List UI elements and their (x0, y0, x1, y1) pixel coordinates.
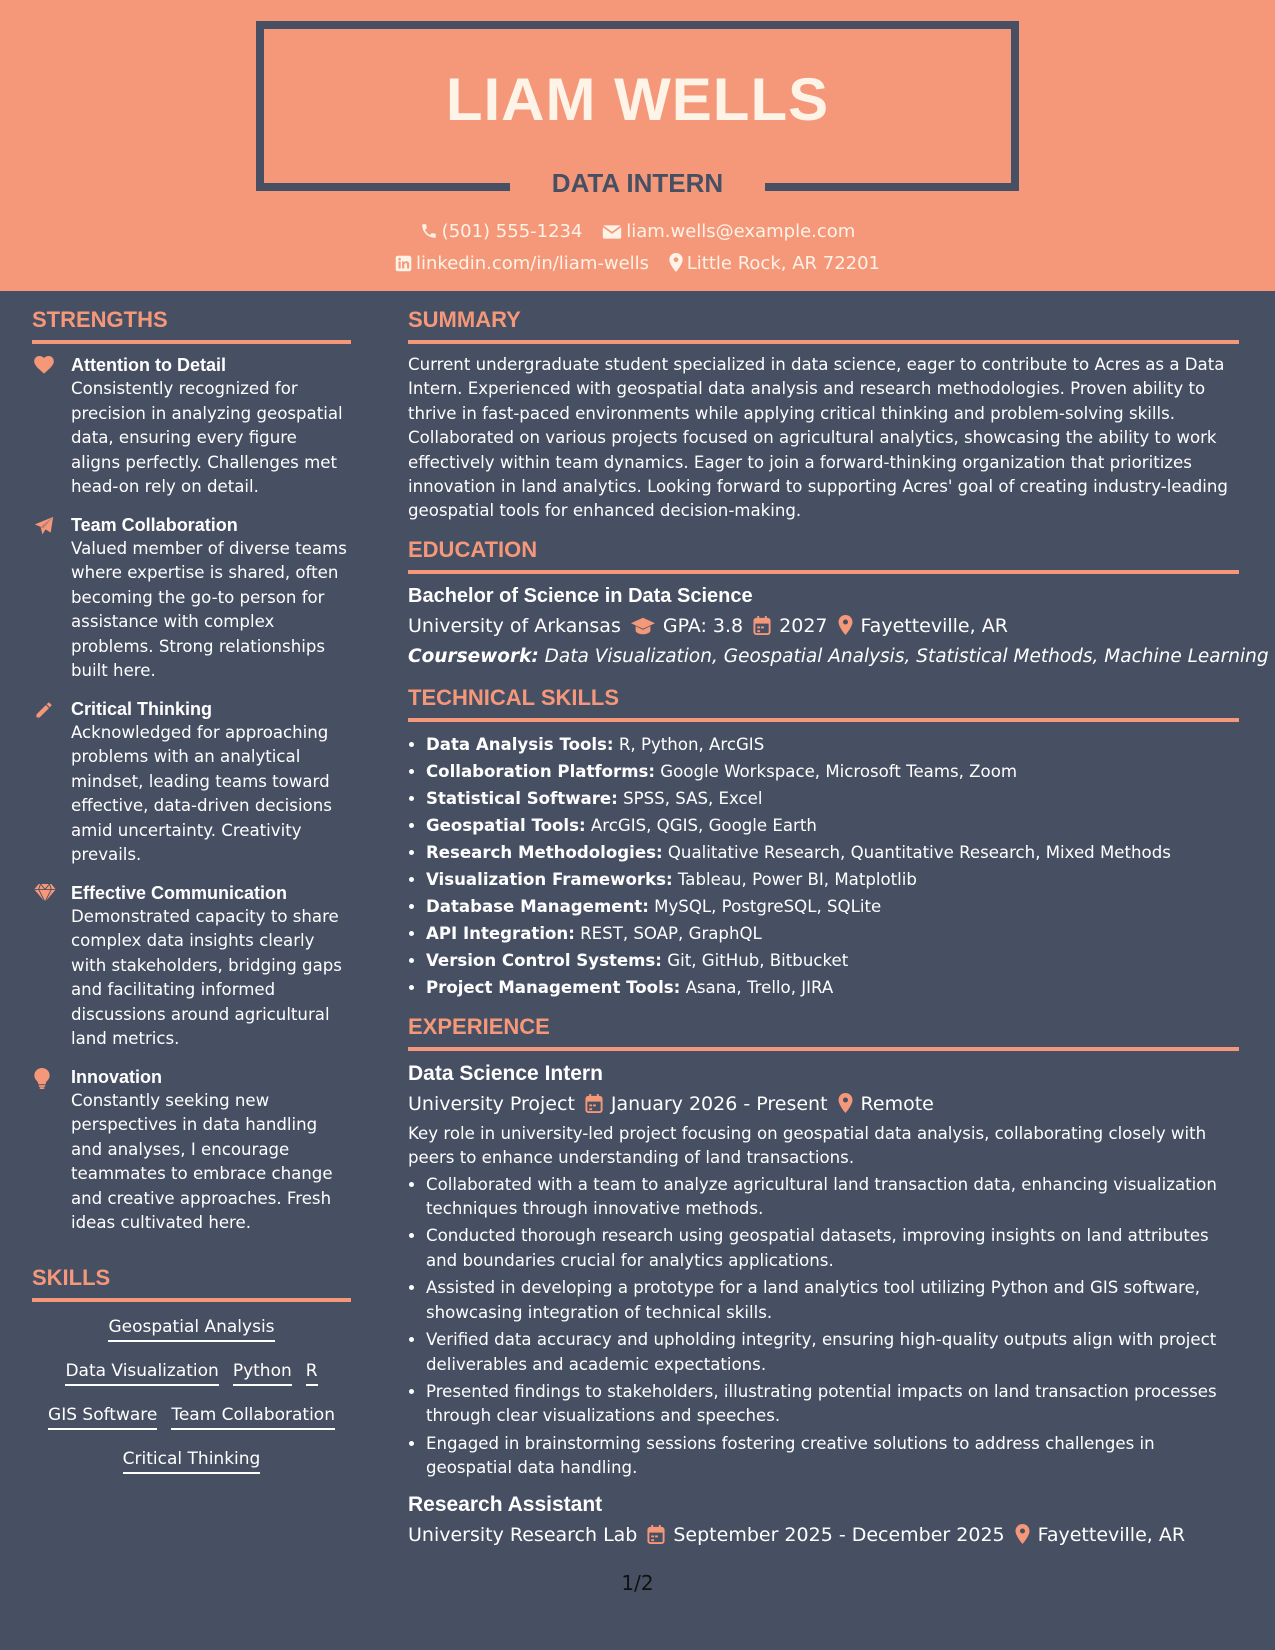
school-name: University of Arkansas (408, 614, 621, 637)
left-column (32, 306, 351, 1491)
tech-skill-value: Tableau, Power BI, Matplotlib (677, 869, 917, 889)
tech-skill-label: Collaboration Platforms: (426, 761, 656, 781)
coursework-label: Coursework: (408, 645, 539, 667)
tech-skill-label: Geospatial Tools: (426, 815, 586, 835)
tech-skill-value: MySQL, PostgreSQL, SQLite (654, 896, 882, 916)
job-meta (408, 1519, 1239, 1551)
job-meta (408, 1088, 1239, 1120)
strength-text: Valued member of diverse teams where expertise is shared, often becoming the go-to person for assistance with complex problems. Strong relationships built here. (71, 538, 347, 680)
strength-item (32, 353, 351, 500)
tech-skill-value: Qualitative Research, Quantitative Research, Mixed Methods (667, 842, 1171, 862)
tech-skill-label: Research Methodologies: (426, 842, 663, 862)
strength-item (32, 513, 351, 684)
coursework-list: Data Visualization, Geospatial Analysis, Statistical Methods, Machine Learning (544, 645, 1269, 667)
job-description: Key role in university-led project focusing on geospatial data analysis, collaborating closely with peers to enhance understanding of land transactions. (408, 1123, 1207, 1168)
linkedin-icon (395, 255, 412, 272)
list-item (426, 947, 1239, 974)
tech-skill-label: Project Management Tools: (426, 977, 681, 997)
location-text: Little Rock, AR 72201 (686, 253, 880, 274)
calendar-icon (647, 1525, 665, 1544)
phone-text: (501) 555-1234 (441, 221, 583, 242)
list-item (426, 731, 1239, 758)
strength-item (32, 881, 351, 1052)
education-meta (408, 610, 1239, 642)
tech-skill-value: Google Workspace, Microsoft Teams, Zoom (660, 761, 1018, 781)
strength-title: Team Collaboration (71, 514, 238, 535)
map-pin-icon (838, 1093, 853, 1113)
list-item: • Collaborated with a team to analyze agricultural land transaction data, enhancing visualization techniques through innovative methods. (426, 1173, 1239, 1222)
technical-skills-heading: TECHNICAL SKILLS (408, 684, 1239, 722)
job-dates: January 2026 - Present (610, 1092, 828, 1115)
technical-skills-list (408, 731, 1239, 1001)
list-item (426, 866, 1239, 893)
job-location: Fayetteville, AR (1037, 1523, 1186, 1546)
page-number: 1/2 (621, 1571, 654, 1595)
skill-tag: GIS Software (48, 1403, 157, 1430)
right-column (408, 306, 1269, 1551)
email-text: liam.wells@example.com (626, 221, 856, 242)
graduation-cap-icon (631, 617, 655, 635)
tech-skill-label: Visualization Frameworks: (426, 869, 673, 889)
linkedin-contact[interactable] (395, 253, 649, 274)
tech-skill-value: Git, GitHub, Bitbucket (667, 950, 849, 970)
list-item (426, 974, 1239, 1001)
skill-row (32, 1403, 351, 1430)
graduation-year: 2027 (779, 614, 828, 637)
tech-skill-value: ArcGIS, QGIS, Google Earth (590, 815, 817, 835)
pencil-icon (34, 700, 54, 724)
skill-tag: Geospatial Analysis (108, 1315, 274, 1342)
skills-heading: SKILLS (32, 1264, 351, 1302)
heart-icon (34, 356, 54, 378)
skill-tag: Python (233, 1359, 292, 1386)
strength-item (32, 1065, 351, 1236)
tech-skill-label: Statistical Software: (426, 788, 618, 808)
skill-row (32, 1447, 351, 1474)
skill-tag: Data Visualization (65, 1359, 218, 1386)
strength-title: Critical Thinking (71, 698, 213, 719)
education-location: Fayetteville, AR (860, 614, 1008, 637)
list-item: • Assisted in developing a prototype for a land analytics tool utilizing Python and GIS software, showcasing integration of technical skills. (426, 1276, 1239, 1325)
list-item: • Conducted thorough research using geospatial datasets, improving insights on land attributes and boundaries crucial for analytics applications. (426, 1224, 1239, 1273)
phone-icon (420, 222, 438, 240)
summary-text: Current undergraduate student specialized in data science, eager to contribute to Acres as a Data Intern. Experienced with geospatial data analysis and research methodologies. Proven ability to thrive in fast-paced environments while applying critical thinking and problem-solving skills. Collaborated on various projects focused on agricultural analytics, showcasing the ability to work effectively within team dynamics. Eager to join a forward-thinking organization that prioritizes innovation in land analytics. Looking forward to supporting Acres' goal of creating industry-leading geospatial tools for enhanced decision-making. (408, 355, 1228, 521)
skill-row (32, 1359, 351, 1386)
skill-tag: R (306, 1359, 318, 1386)
strength-item (32, 697, 351, 868)
contact-line-1 (0, 220, 1275, 244)
map-pin-icon (669, 253, 683, 272)
strength-text: Constantly seeking new perspectives in data handling and analyses, I encourage teammates to embrace change and creative approaches. Fresh ideas cultivated here. (71, 1090, 333, 1232)
experience-heading: EXPERIENCE (408, 1013, 1239, 1051)
job-org: University Research Lab (408, 1523, 638, 1546)
lightbulb-icon (34, 1068, 50, 1093)
strength-text: Consistently recognized for precision in analyzing geospatial data, ensuring every figure aligns perfectly. Challenges met head-on rely on detail. (71, 379, 343, 496)
map-pin-icon (838, 615, 853, 635)
skill-row (32, 1315, 351, 1342)
tech-skill-label: Version Control Systems: (426, 950, 662, 970)
strength-title: Attention to Detail (71, 355, 226, 375)
tech-skill-value: Asana, Trello, JIRA (685, 977, 834, 997)
job-location: Remote (860, 1092, 934, 1115)
tech-skill-label: Database Management: (426, 896, 649, 916)
tech-skill-value: SPSS, SAS, Excel (623, 788, 763, 808)
tech-skill-value: REST, SOAP, GraphQL (580, 923, 762, 943)
strength-title: Effective Communication (71, 882, 288, 903)
list-item (426, 758, 1239, 785)
gem-icon (34, 884, 56, 906)
email-contact[interactable] (602, 221, 855, 242)
job-org: University Project (408, 1092, 575, 1115)
strength-text: Demonstrated capacity to share complex data insights clearly with stakeholders, bridging gaps and facilitating informed discussions around agricultural land metrics. (71, 906, 342, 1048)
education-heading: EDUCATION (408, 536, 1239, 574)
tech-skill-label: API Integration: (426, 923, 575, 943)
summary-heading: SUMMARY (408, 306, 1239, 344)
list-item (426, 785, 1239, 812)
tech-skill-label: Data Analysis Tools: (426, 734, 614, 754)
map-pin-icon (1015, 1524, 1030, 1544)
skill-tag: Team Collaboration (171, 1403, 335, 1430)
calendar-icon (753, 616, 771, 635)
contact-line-2 (0, 252, 1275, 276)
strength-title: Innovation (71, 1066, 162, 1087)
list-item (426, 839, 1239, 866)
phone-contact[interactable] (420, 221, 583, 242)
list-item: • Verified data accuracy and upholding integrity, ensuring high-quality outputs align with project deliverables and academic expectations. (426, 1328, 1239, 1377)
coursework-line (408, 642, 1269, 672)
skill-tag: Critical Thinking (123, 1447, 261, 1474)
job-role: Data Science Intern (408, 1061, 603, 1085)
candidate-name: LIAM WELLS (445, 66, 830, 133)
calendar-icon (585, 1094, 603, 1113)
tech-skill-value: R, Python, ArcGIS (618, 734, 765, 754)
skills-tags (32, 1311, 351, 1474)
strength-text: Acknowledged for approaching problems with an analytical mindset, leading teams toward effective, data-driven decisions amid uncertainty. Creativity prevails. (71, 722, 332, 864)
degree-title: Bachelor of Science in Data Science (408, 584, 753, 607)
list-item: • Engaged in brainstorming sessions fostering creative solutions to address challenges in geospatial data handling. (426, 1432, 1239, 1481)
list-item (426, 893, 1239, 920)
gpa-text: GPA: 3.8 (662, 614, 744, 637)
list-item (426, 812, 1239, 839)
location-contact (669, 253, 880, 274)
job-dates: September 2025 - December 2025 (673, 1523, 1005, 1546)
linkedin-text: linkedin.com/in/liam-wells (416, 253, 650, 274)
paper-plane-icon (34, 516, 54, 540)
job-bullets (408, 1173, 1239, 1481)
envelope-icon (602, 224, 622, 240)
job-role: Research Assistant (408, 1492, 603, 1516)
list-item (426, 920, 1239, 947)
list-item: • Presented findings to stakeholders, illustrating potential impacts on land transaction processes through clear visualizations and speeches. (426, 1380, 1239, 1429)
job-title: DATA INTERN (551, 168, 724, 198)
strengths-heading: STRENGTHS (32, 306, 351, 344)
